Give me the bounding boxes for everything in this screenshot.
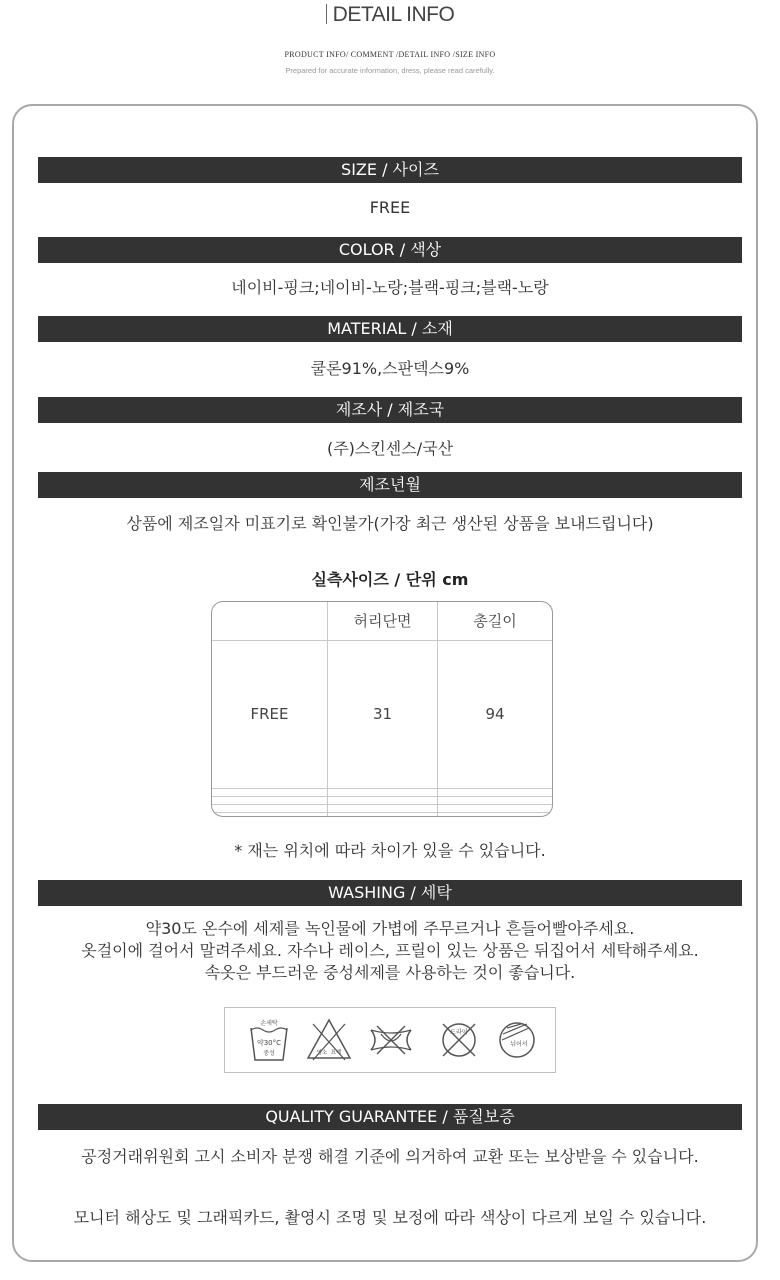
sub-note: Prepared for accurate information, dress, please read carefully. xyxy=(285,66,495,75)
quality-line-1: 공정거래위원회 고시 소비자 분쟁 해결 기준에 의거하여 교환 또는 보상받을 수 있습니다. xyxy=(81,1147,699,1166)
size-band: SIZE / 사이즈 xyxy=(38,157,742,183)
care-icons-box xyxy=(224,1007,556,1073)
table-cell xyxy=(212,804,328,812)
table-header-cell xyxy=(212,602,328,640)
table-row xyxy=(212,812,552,816)
material-band: MATERIAL / 소재 xyxy=(38,316,742,342)
washing-line: 속옷은 부드러운 중성세제를 사용하는 것이 좋습니다. xyxy=(204,963,576,982)
maker-value: (주)스킨센스/국산 xyxy=(326,439,454,458)
table-cell: 94 xyxy=(438,640,553,789)
sub-navigation: PRODUCT INFO/ COMMENT /DETAIL INFO /SIZE INFO xyxy=(284,50,496,59)
washing-instructions xyxy=(38,918,742,984)
table-cell xyxy=(328,796,438,804)
no-bleach-icon xyxy=(303,1014,355,1066)
table-cell xyxy=(212,796,328,804)
table-header-row xyxy=(212,602,552,640)
quality-line-2: 모니터 해상도 및 그래픽카드, 촬영시 조명 및 보정에 따라 색상이 다르게 보일 수 있습니다. xyxy=(73,1208,707,1227)
page-title-text: DETAIL INFO xyxy=(332,3,455,26)
table-header-cell: 허리단면 xyxy=(328,602,438,640)
material-value: 쿨론91%,스판덱스9% xyxy=(310,359,470,378)
quality-band: QUALITY GUARANTEE / 품질보증 xyxy=(38,1104,742,1130)
table-header-cell: 총길이 xyxy=(438,602,553,640)
hand-wash-30-icon xyxy=(243,1014,295,1066)
no-tumble-dry-icon xyxy=(433,1014,485,1066)
no-wring-icon xyxy=(365,1014,417,1066)
svg-text:드라이: 드라이 xyxy=(450,1029,468,1036)
svg-text:염소: 염소 xyxy=(316,1050,328,1056)
table-cell xyxy=(438,789,553,797)
svg-text:중성: 중성 xyxy=(263,1050,275,1057)
table-row xyxy=(212,789,552,797)
size-table-title: 실측사이즈 / 단위 cm xyxy=(311,570,469,589)
page-title xyxy=(0,0,780,30)
table-row xyxy=(212,796,552,804)
color-band: COLOR / 색상 xyxy=(38,237,742,263)
table-cell xyxy=(438,804,553,812)
svg-text:손세탁: 손세탁 xyxy=(260,1020,278,1027)
washing-line: 약30도 온수에 세제를 녹인물에 가볍에 주무르거나 흔들어빨아주세요. xyxy=(145,919,635,938)
size-value: FREE xyxy=(369,198,411,217)
table-cell xyxy=(328,804,438,812)
title-divider xyxy=(326,4,327,24)
svg-text:뉘어서: 뉘어서 xyxy=(510,1041,528,1048)
date-band: 제조년월 xyxy=(38,472,742,498)
washing-band: WASHING / 세탁 xyxy=(38,880,742,906)
lay-flat-dry-icon xyxy=(491,1014,543,1066)
table-cell: FREE xyxy=(212,640,328,789)
size-note: * 재는 위치에 따라 차이가 있을 수 있습니다. xyxy=(234,841,546,860)
table-cell: 31 xyxy=(328,640,438,789)
table-cell xyxy=(328,789,438,797)
table-cell xyxy=(438,796,553,804)
svg-text:표백: 표백 xyxy=(330,1050,342,1056)
date-value: 상품에 제조일자 미표기로 확인불가(가장 최근 생산된 상품을 보내드립니다) xyxy=(126,514,654,533)
svg-text:약30°C: 약30°C xyxy=(256,1039,282,1047)
maker-band: 제조사 / 제조국 xyxy=(38,397,742,423)
table-cell xyxy=(212,789,328,797)
table-cell xyxy=(328,812,438,816)
table-row xyxy=(212,804,552,812)
size-table xyxy=(211,601,553,817)
color-value: 네이비-핑크;네이비-노랑;블랙-핑크;블랙-노랑 xyxy=(231,278,549,297)
table-cell xyxy=(212,812,328,816)
washing-line: 옷걸이에 걸어서 말려주세요. 자수나 레이스, 프릴이 있는 상품은 뒤집어서 세탁해주세요. xyxy=(81,941,699,960)
table-cell xyxy=(438,812,553,816)
table-row xyxy=(212,640,552,789)
